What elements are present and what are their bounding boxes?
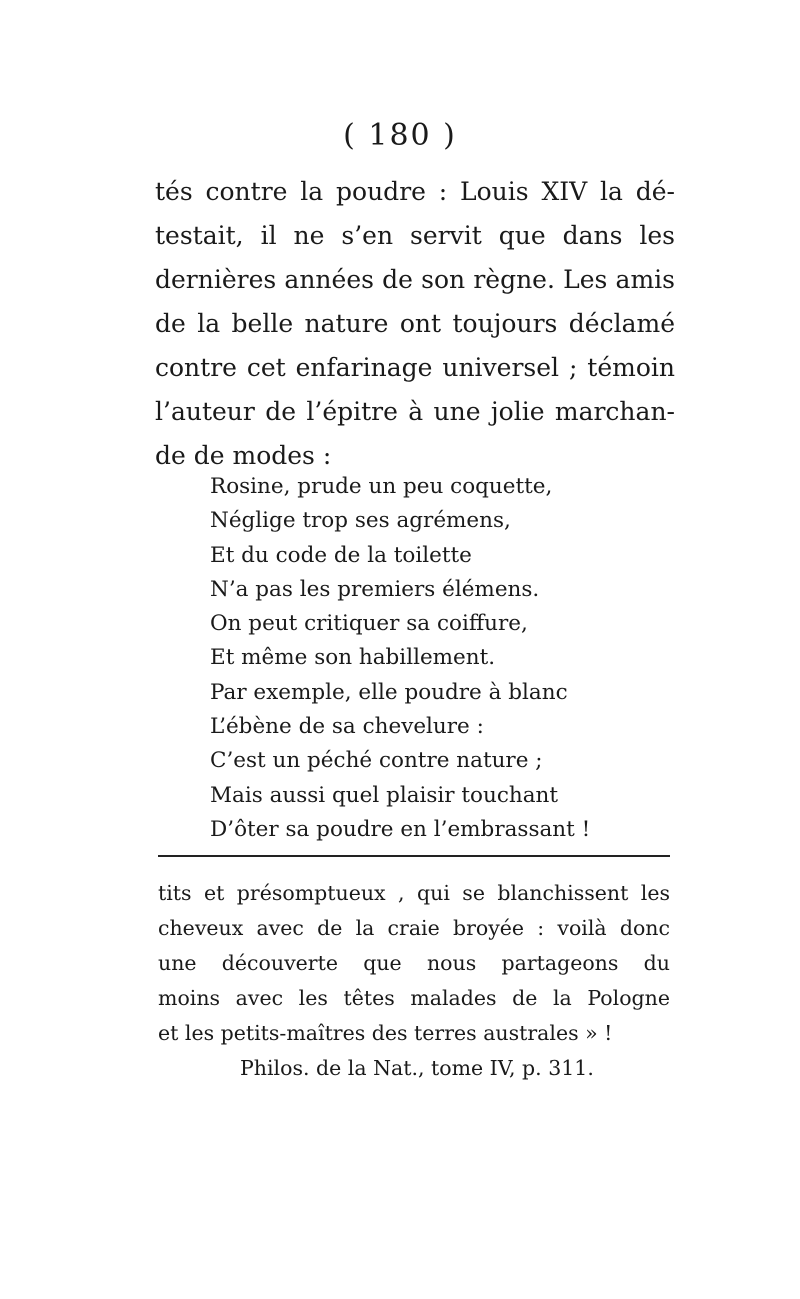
body-line: l’auteur de l’épitre à une jolie marchan- (155, 397, 675, 426)
footnote-line: une découverte que nous partageons du (158, 951, 670, 975)
footnote-citation: Philos. de la Nat., tome IV, p. 311. (240, 1056, 594, 1080)
body-line: testait, il ne s’en servit que dans les (155, 221, 675, 250)
poem-verse: Rosine, prude un peu coquette, (210, 474, 553, 499)
poem-verse: N’a pas les premiers élémens. (210, 576, 540, 602)
poem-verse: C’est un péché contre nature ; (210, 748, 543, 774)
poem-verse: Néglige trop ses agrémens, (210, 508, 511, 534)
poem (210, 470, 630, 847)
footnote-line: moins avec les têtes malades de la Pologne (158, 986, 670, 1010)
body-text (155, 170, 675, 478)
footnote-line: tits et présomptueux , qui se blanchissent les (158, 881, 670, 905)
body-line: de la belle nature ont toujours déclamé (155, 309, 675, 338)
footnote-line: et les petits-maîtres des terres australes » ! (158, 1021, 613, 1045)
poem-verse: Par exemple, elle poudre à blanc (210, 679, 568, 705)
body-line: tés contre la poudre : Louis XIV la dé- (155, 177, 675, 206)
footnote-line: cheveux avec de la craie broyée : voilà donc (158, 916, 670, 940)
body-line: contre cet enfarinage universel ; témoin (155, 353, 675, 382)
poem-verse: D’ôter sa poudre en l’embrassant ! (210, 816, 591, 842)
body-line: de de modes : (155, 441, 332, 470)
poem-verse: On peut critiquer sa coiffure, (210, 611, 528, 637)
footnote-divider (158, 855, 670, 857)
poem-verse: L’ébène de sa chevelure : (210, 714, 484, 740)
poem-verse: Mais aussi quel plaisir touchant (210, 782, 559, 808)
poem-verse: Et même son habillement. (210, 645, 496, 671)
page-number: ( 180 ) (343, 118, 457, 153)
footnote (158, 876, 670, 1086)
body-line: dernières années de son règne. Les amis (155, 265, 675, 294)
poem-verse: Et du code de la toilette (210, 542, 472, 568)
